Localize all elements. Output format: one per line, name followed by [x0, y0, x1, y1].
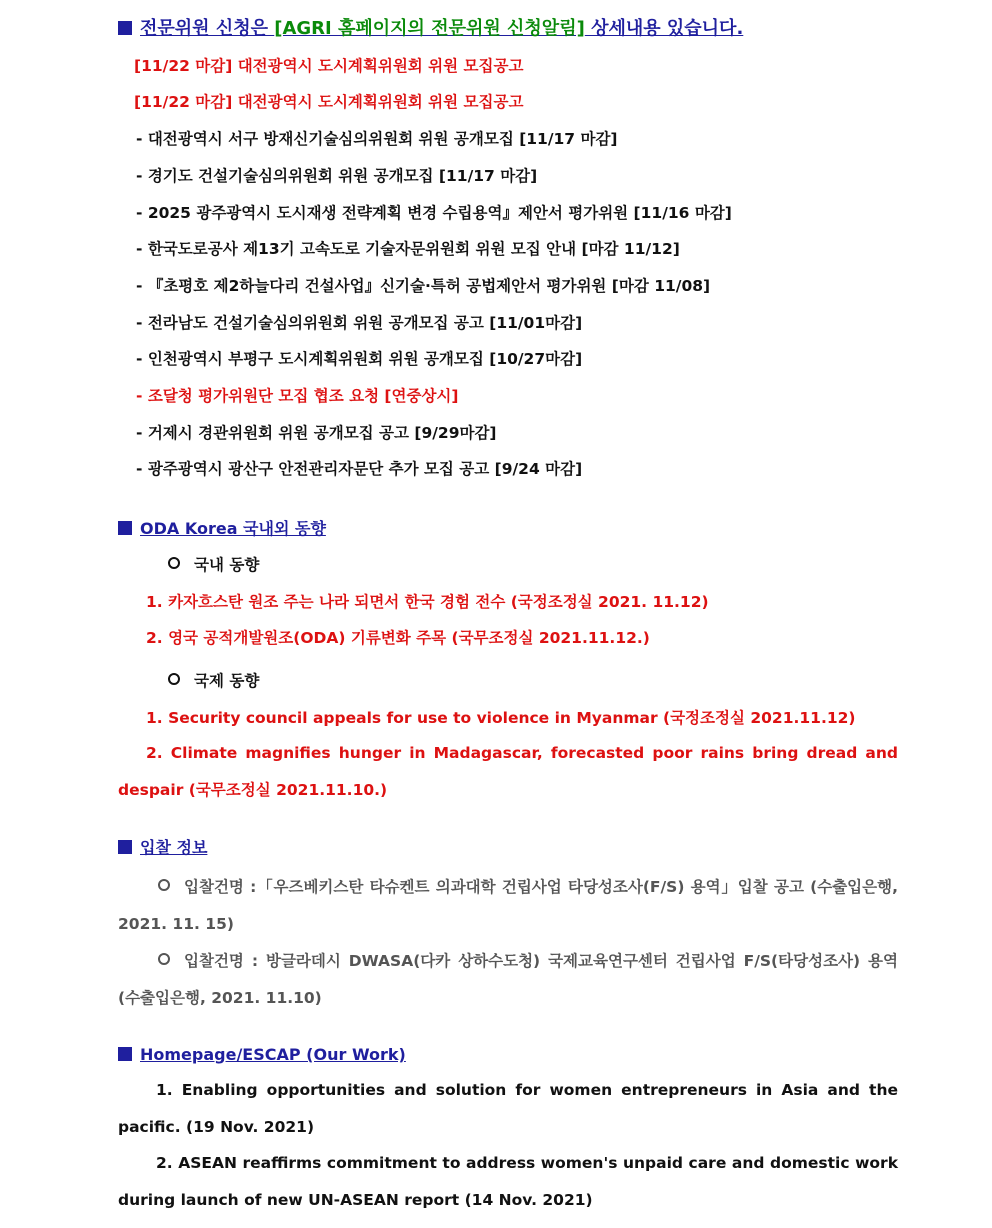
list-item[interactable]: - 전라남도 건설기술심의위원회 위원 공개모집 공고 [11/01마감]: [136, 314, 583, 332]
list-item[interactable]: - 경기도 건설기술심의위원회 위원 공개모집 [11/17 마감]: [136, 167, 538, 185]
circle-bullet-icon: [168, 673, 180, 685]
list-item[interactable]: - 조달청 평가위원단 모집 협조 요청 [연중상시]: [136, 387, 459, 405]
subsection-domestic: 국내 동향: [168, 553, 259, 575]
section-header-oda[interactable]: ODA Korea 국내외 동향: [118, 516, 326, 539]
bid-item[interactable]: 입찰건명 : 방글라데시 DWASA(다카 상하수도청) 국제교육연구센터 건립사업 F/S(타당성조사) 용역 (수출입은행, 2021. 11.10): [118, 952, 898, 1007]
square-bullet-icon: [118, 521, 132, 535]
square-bullet-icon: [118, 1047, 132, 1061]
bid-item[interactable]: 입찰건명 :「우즈베키스탄 타슈켄트 의과대학 건립사업 타당성조사(F/S) 용역」입찰 공고 (수출입은행, 2021. 11. 15): [118, 878, 898, 933]
section-header-expert[interactable]: 전문위원 신청은 [AGRI 홈페이지의 전문위원 신청알림] 상세내용 있습니다.: [118, 14, 743, 40]
list-item[interactable]: - 거제시 경관위원회 위원 공개모집 공고 [9/29마감]: [136, 424, 497, 442]
list-item[interactable]: - 인천광역시 부평구 도시계획위원회 위원 공개모집 [10/27마감]: [136, 350, 583, 368]
news-item[interactable]: 2. Climate magnifies hunger in Madagascar, forecasted poor rains bring dread and despair (국무조정실 2021.11.10.): [118, 744, 898, 799]
list-item[interactable]: [11/22 마감] 대전광역시 도시계획위원회 위원 모집공고: [134, 57, 524, 75]
circle-bullet-icon: [158, 879, 170, 891]
circle-bullet-icon: [158, 953, 170, 965]
list-item[interactable]: - 광주광역시 광산구 안전관리자문단 추가 모집 공고 [9/24 마감]: [136, 460, 583, 478]
subsection-international: 국제 동향: [168, 669, 259, 691]
news-item[interactable]: 1. 카자흐스탄 원조 주는 나라 되면서 한국 경험 전수 (국정조정실 2021. 11.12): [146, 593, 709, 611]
square-bullet-icon: [118, 21, 132, 35]
list-item[interactable]: - 한국도로공사 제13기 고속도로 기술자문위원회 위원 모집 안내 [마감 11/12]: [136, 240, 680, 258]
section-header-bidding[interactable]: 입찰 정보: [118, 835, 207, 858]
list-item[interactable]: [11/22 마감] 대전광역시 도시계획위원회 위원 모집공고: [134, 93, 524, 111]
escap-item[interactable]: 2. ASEAN reaffirms commitment to address women's unpaid care and domestic work during launch of new UN-ASEAN report (14 Nov. 2021): [118, 1154, 898, 1209]
list-item[interactable]: - 『초평호 제2하늘다리 건설사업』신기술·특허 공법제안서 평가위원 [마감 11/08]: [136, 277, 711, 295]
news-item[interactable]: 2. 영국 공적개발원조(ODA) 기류변화 주목 (국무조정실 2021.11.12.): [146, 629, 650, 647]
list-item[interactable]: - 대전광역시 서구 방재신기술심의위원회 위원 공개모집 [11/17 마감]: [136, 130, 618, 148]
circle-bullet-icon: [168, 557, 180, 569]
news-item[interactable]: 1. Security council appeals for use to violence in Myanmar (국정조정실 2021.11.12): [146, 709, 856, 727]
list-item[interactable]: - 2025 광주광역시 도시재생 전략계획 변경 수립용역』제안서 평가위원 [11/16 마감]: [136, 204, 732, 222]
square-bullet-icon: [118, 840, 132, 854]
section-header-escap[interactable]: Homepage/ESCAP (Our Work): [118, 1045, 406, 1064]
escap-item[interactable]: 1. Enabling opportunities and solution for women entrepreneurs in Asia and the pacific. (19 Nov. 2021): [118, 1081, 898, 1136]
